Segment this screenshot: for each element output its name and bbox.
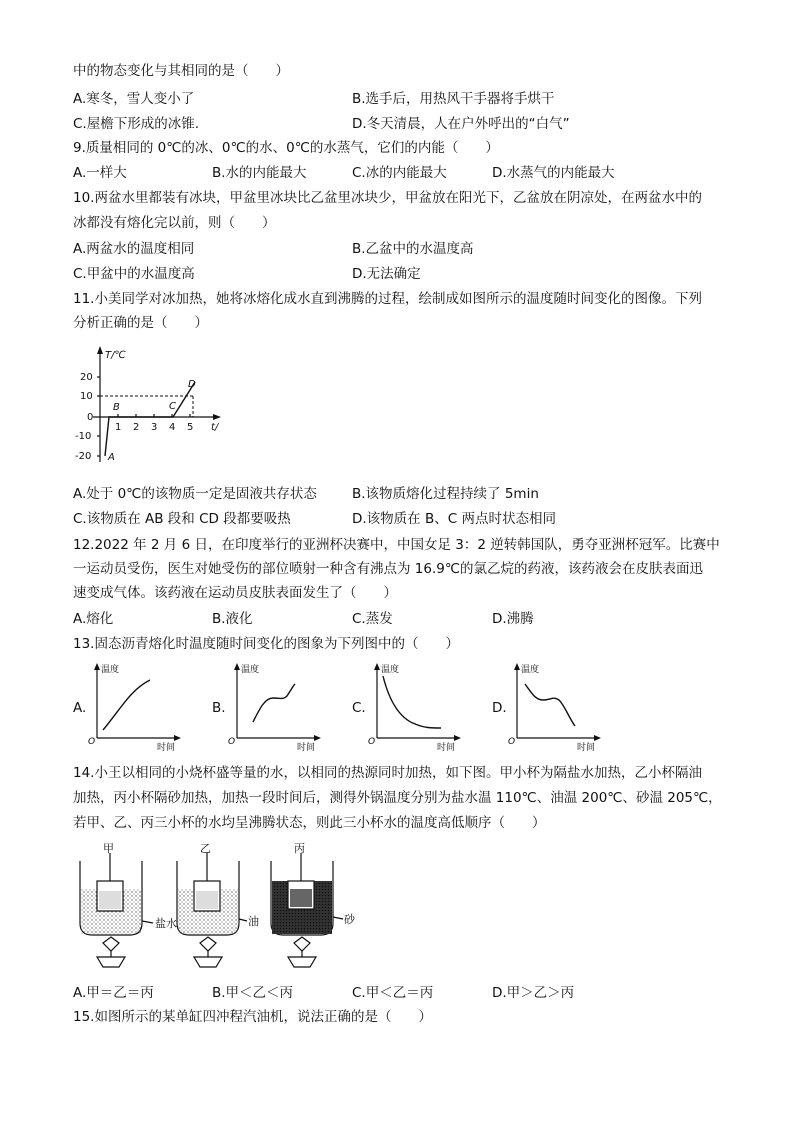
q10-stem-line2: 冰都没有熔化完以前，则（ ）: [73, 215, 276, 231]
q11-point-a: A: [108, 452, 115, 463]
q12-stem-line3: 速变成气体。该药液在运动员皮肤表面发生了（ ）: [73, 585, 397, 601]
q11-option-d: D.该物质在 B、C 两点时状态相同: [352, 511, 556, 527]
q8-stem: 中的物态变化与其相同的是（ ）: [73, 63, 289, 79]
q14-option-d: D.甲＞乙＞丙: [492, 985, 575, 1001]
q11-temperature-graph: [75, 340, 235, 470]
q11-point-b: B: [113, 402, 120, 413]
q11-xtick-2: 2: [133, 422, 140, 433]
q11-ytick-10: 10: [80, 391, 93, 402]
q9-option-d: D.水蒸气的内能最大: [492, 165, 615, 181]
q10-option-b: B.乙盆中的水温度高: [352, 241, 474, 257]
q13-graph-c: [365, 660, 465, 752]
q12-option-c: C.蒸发: [352, 611, 393, 627]
q10-option-c: C.甲盆中的水温度高: [73, 266, 195, 282]
q15-stem: 15.如图所示的某单缸四冲程汽油机，说法正确的是（ ）: [73, 1009, 432, 1025]
svg-text:温度: 温度: [241, 665, 260, 675]
q13-option-d-label: D.: [492, 700, 507, 716]
q11-stem-line1: 11.小美同学对冰加热，她将冰熔化成水直到沸腾的过程，绘制成如图所示的温度随时间变化的图像。下列: [73, 291, 702, 307]
q10-stem-line1: 10.两盆水里都装有冰块，甲盆里冰块比乙盆里冰块少，甲盆放在阳光下，乙盆放在阴凉处，在两盆水中的: [73, 190, 702, 206]
q11-xtick-1: 1: [115, 422, 122, 433]
q8-option-a: A.寒冬，雪人变小了: [73, 91, 195, 107]
q13-option-a-label: A.: [73, 700, 87, 716]
q13-graph-b: [225, 660, 325, 752]
q8-option-c: C.屋檐下形成的冰锥.: [73, 116, 200, 132]
q8-option-d: D.冬天清晨，人在户外呼出的“白气”: [352, 116, 570, 132]
q11-stem-line2: 分析正确的是（ ）: [73, 315, 208, 331]
q10-option-a: A.两盆水的温度相同: [73, 241, 195, 257]
svg-text:O: O: [508, 737, 516, 747]
beaker-jia-label: 甲: [103, 843, 114, 855]
q12-stem-line2: 一运动员受伤，医生对她受伤的部位喷射一种含有沸点为 16.9℃的氯乙烷的药液，该药液会在皮肤表面迅: [73, 561, 704, 577]
q14-option-b: B.甲＜乙＜丙: [212, 985, 294, 1001]
beaker-yi: [177, 853, 247, 967]
q13-option-b-label: B.: [212, 700, 226, 716]
q11-curve: [105, 382, 195, 456]
q11-xtick-5: 5: [187, 422, 194, 433]
q11-option-c: C.该物质在 AB 段和 CD 段都要吸热: [73, 511, 291, 527]
q10-option-d: D.无法确定: [352, 266, 421, 282]
svg-text:O: O: [228, 737, 236, 747]
q8-option-b: B.选手后，用热风干手器将手烘干: [352, 91, 555, 107]
q11-point-c: C: [169, 401, 176, 412]
beaker-bing-label: 丙: [294, 843, 305, 855]
q11-point-d: D: [188, 379, 196, 390]
svg-text:O: O: [88, 737, 96, 747]
beaker-jia-medium: 盐水: [155, 917, 177, 930]
q14-stem-line2: 加热，丙小杯隔砂加热，加热一段时间后，测得外锅温度分别为盐水温 110℃、油温 200℃、砂温 205℃，: [73, 790, 722, 806]
q11-ytick-0: 0: [87, 412, 94, 423]
q11-ytick-20: 20: [80, 372, 93, 383]
beaker-yi-label: 乙: [200, 843, 211, 855]
q14-option-c: C.甲＜乙＝丙: [352, 985, 434, 1001]
beaker-yi-medium: 油: [248, 915, 259, 928]
q13-option-c-label: C.: [352, 700, 366, 716]
q14-stem-line3: 若甲、乙、丙三小杯的水均呈沸腾状态，则此三小杯水的温度高低顺序（ ）: [73, 815, 546, 831]
svg-text:O: O: [368, 737, 376, 747]
q11-option-b: B.该物质熔化过程持续了 5min: [352, 486, 539, 502]
beaker-jia: [80, 853, 153, 967]
q11-x-label: t/: [211, 422, 219, 433]
q11-xtick-3: 3: [151, 422, 158, 433]
q9-option-c: C.冰的内能最大: [352, 165, 447, 181]
q11-ytick-neg20: -20: [75, 451, 92, 462]
q14-stem-line1: 14.小王以相同的小烧杯盛等量的水，以相同的热源同时加热，如下图。甲小杯为隔盐水加热，乙小杯隔油: [73, 765, 702, 781]
q11-ytick-neg10: -10: [75, 431, 92, 442]
svg-text:温度: 温度: [101, 665, 120, 675]
q12-option-b: B.液化: [212, 611, 253, 627]
q9-option-a: A.一样大: [73, 165, 127, 181]
beaker-bing: [271, 853, 343, 967]
q13-graph-d: [505, 660, 605, 752]
q14-option-a: A.甲＝乙＝丙: [73, 985, 154, 1001]
svg-text:时间: 时间: [437, 743, 456, 752]
q12-stem-line1: 12.2022 年 2 月 6 日，在印度举行的亚洲杯决赛中，中国女足 3：2 逆转韩国队，勇夺亚洲杯冠军。比赛中: [73, 537, 720, 553]
q14-beakers-figure: [75, 843, 365, 975]
q12-option-a: A.熔化: [73, 611, 114, 627]
svg-text:温度: 温度: [381, 665, 400, 675]
svg-text:时间: 时间: [157, 743, 176, 752]
q11-y-label: T/℃: [105, 350, 126, 361]
q9-option-b: B.水的内能最大: [212, 165, 307, 181]
q12-option-d: D.沸腾: [492, 611, 534, 627]
q9-stem: 9.质量相同的 0℃的冰、0℃的水、0℃的水蒸气，它们的内能（ ）: [73, 140, 499, 156]
q13-graph-a: [85, 660, 185, 752]
q13-stem: 13.固态沥青熔化时温度随时间变化的图象为下列图中的（ ）: [73, 636, 459, 652]
svg-text:时间: 时间: [297, 743, 316, 752]
q11-xtick-4: 4: [169, 422, 176, 433]
svg-text:时间: 时间: [577, 743, 596, 752]
svg-text:温度: 温度: [521, 665, 540, 675]
beaker-bing-medium: 砂: [344, 913, 355, 926]
q11-option-a: A.处于 0℃的该物质一定是固液共存状态: [73, 486, 317, 502]
